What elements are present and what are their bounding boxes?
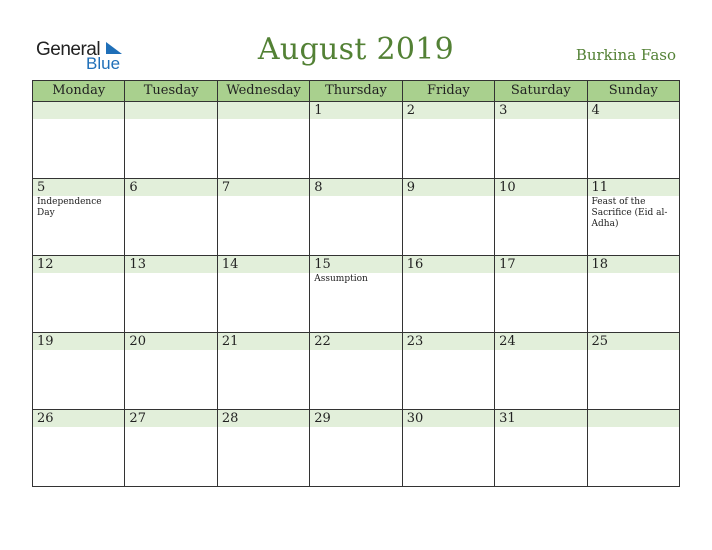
day-cell (495, 102, 587, 179)
weekday-header: Friday (402, 81, 494, 102)
weekday-header: Sunday (587, 81, 679, 102)
day-cell (310, 102, 402, 179)
day-cell (402, 333, 494, 410)
day-cell (125, 256, 217, 333)
holiday-label: Independence Day (37, 197, 102, 218)
day-number: 21 (218, 333, 309, 350)
holiday-label: Feast of the Sacrifice (Eid al-Adha) (591, 197, 668, 229)
day-number: 17 (495, 256, 586, 273)
day-cell (310, 333, 402, 410)
day-number: 11 (588, 179, 679, 196)
day-number: 6 (125, 179, 216, 196)
day-number: 24 (495, 333, 586, 350)
day-number: 8 (310, 179, 401, 196)
day-cell (217, 410, 309, 487)
day-cell (33, 256, 125, 333)
week-row (33, 333, 680, 410)
day-number (125, 102, 216, 119)
day-cell (587, 179, 679, 256)
day-cell (587, 102, 679, 179)
day-number: 9 (403, 179, 494, 196)
day-number: 7 (218, 179, 309, 196)
day-cell (125, 179, 217, 256)
day-cell (125, 102, 217, 179)
day-cell (587, 410, 679, 487)
day-cell (587, 256, 679, 333)
day-number: 27 (125, 410, 216, 427)
day-cell (33, 410, 125, 487)
logo-text-blue: Blue (86, 54, 121, 73)
day-number: 28 (218, 410, 309, 427)
day-number: 15 (310, 256, 401, 273)
day-number: 31 (495, 410, 586, 427)
day-cell (33, 102, 125, 179)
day-cell (495, 256, 587, 333)
day-number: 30 (403, 410, 494, 427)
day-cell (125, 410, 217, 487)
calendar-title: August 2019 (257, 32, 455, 67)
day-cell (217, 333, 309, 410)
day-cell (310, 256, 402, 333)
day-number: 13 (125, 256, 216, 273)
weekday-header: Thursday (310, 81, 402, 102)
calendar-grid (32, 80, 680, 487)
day-number: 20 (125, 333, 216, 350)
weekday-header: Wednesday (217, 81, 309, 102)
day-cell (495, 410, 587, 487)
day-number: 23 (403, 333, 494, 350)
day-number: 22 (310, 333, 401, 350)
day-number: 5 (33, 179, 124, 196)
day-cell (402, 179, 494, 256)
weekday-header-row (33, 81, 680, 102)
day-cell (125, 333, 217, 410)
day-cell (402, 102, 494, 179)
day-number: 2 (403, 102, 494, 119)
day-number: 14 (218, 256, 309, 273)
day-number: 10 (495, 179, 586, 196)
week-row (33, 102, 680, 179)
day-cell (587, 333, 679, 410)
day-number: 1 (310, 102, 401, 119)
day-number: 18 (588, 256, 679, 273)
day-cell (402, 256, 494, 333)
day-number (588, 410, 679, 427)
day-number: 29 (310, 410, 401, 427)
week-row (33, 179, 680, 256)
country-name: Burkina Faso (575, 46, 676, 64)
weekday-header: Tuesday (125, 81, 217, 102)
weekday-header: Monday (33, 81, 125, 102)
day-number: 3 (495, 102, 586, 119)
day-cell (310, 410, 402, 487)
day-number: 26 (33, 410, 124, 427)
day-number (33, 102, 124, 119)
holiday-label: Assumption (314, 274, 368, 284)
day-cell (217, 256, 309, 333)
weekday-header: Saturday (495, 81, 587, 102)
day-number: 25 (588, 333, 679, 350)
generalblue-logo (36, 39, 136, 75)
day-cell (310, 179, 402, 256)
day-number: 12 (33, 256, 124, 273)
day-number: 19 (33, 333, 124, 350)
day-cell (495, 333, 587, 410)
day-cell (217, 102, 309, 179)
day-cell (33, 179, 125, 256)
day-number: 16 (403, 256, 494, 273)
day-cell (33, 333, 125, 410)
day-cell (495, 179, 587, 256)
calendar-body (33, 102, 680, 487)
week-row (33, 256, 680, 333)
day-cell (402, 410, 494, 487)
logo-text-general: General (36, 39, 101, 60)
day-number: 4 (588, 102, 679, 119)
day-number (218, 102, 309, 119)
week-row (33, 410, 680, 487)
day-cell (217, 179, 309, 256)
